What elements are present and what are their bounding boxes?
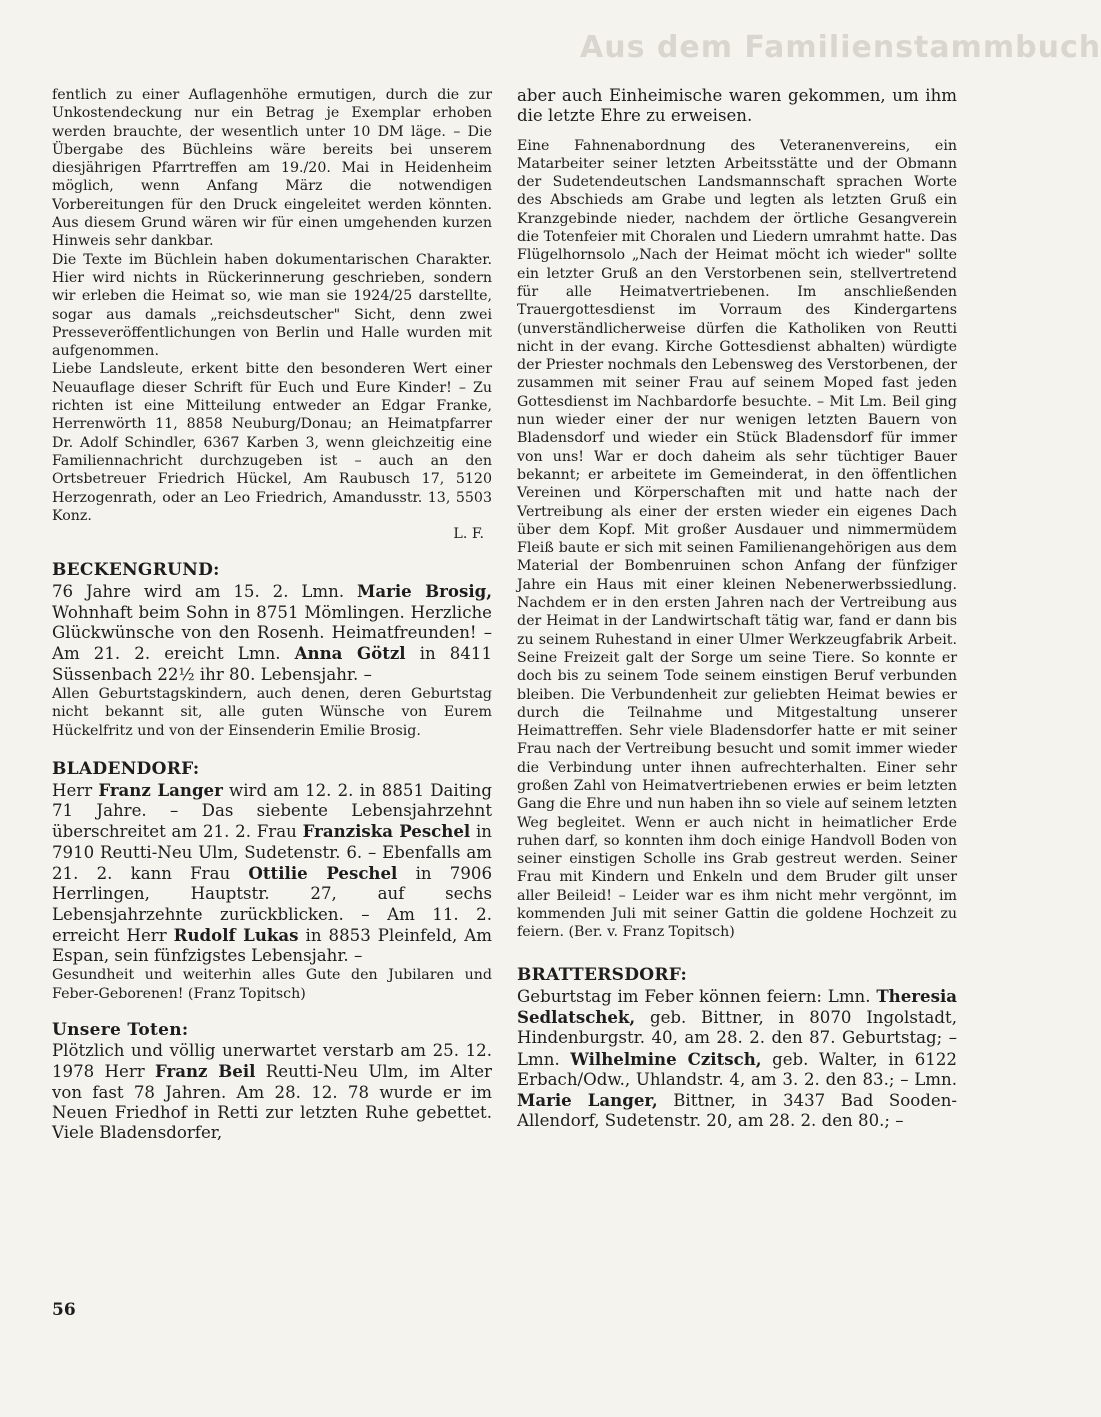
person-name: Franziska Peschel [302, 821, 471, 842]
intro-paragraph-3: Liebe Landsleute, erkent bitte den besonderen Wert einer Neuauflage dieser Schrift für Euch und Eure Kinder! – Zu richten ist eine Mitteilung entweder an Edgar Franke, Herrenwörth 11, 8858 Neuburg/Donau; an Heimatpfarrer Dr. Adolf Schindler, 6367 Karben 3, wenn gleichzeitig eine Familiennachricht durchzugeben ist – auch an den Ortsbetreuer Friedrich Hückel, Am Raubusch 17, 5120 Herzogenrath, oder an Leo Friedrich, Amandusstr. 13, 5503 Konz. [52, 361, 492, 524]
right-top-text: aber auch Einheimische waren gekommen, um ihm die letzte Ehre zu erweisen. [517, 86, 957, 126]
heading-unsere-toten: Unsere Toten: [52, 1020, 189, 1041]
heading-brattersdorf: BRATTERSDORF: [517, 964, 688, 985]
beckengrund-note: Allen Geburtstagskindern, auch denen, deren Geburtstag nicht bekannt sit, alle guten Wünsche von Eurem Hückelfritz und von der Einsenderin Emilie Brosig. [52, 685, 492, 739]
bladendorf-text: Herr Franz Langer wird am 12. 2. in 8851 Daiting 71 Jahre. – Das siebente Lebensjahrzehnt überschreitet am 21. 2. Frau Franziska Peschel in 7910 Reutti-Neu Ulm, Sudetenstr. 6. – Ebenfalls am 21. 2. kann Frau Ottilie Peschel in 7906 Herrlingen, Hauptstr. 27, auf sechs Lebensjahrzehnte zurückblicken. – Am 11. 2. erreicht Herr Rudolf Lukas in 8853 Pleinfeld, Am Espan, sein fünfzigstes Lebensjahr. – [52, 779, 493, 966]
person-name: Marie Brosig, [357, 581, 492, 602]
person-name: Marie Langer, [517, 1090, 658, 1111]
person-name: Franz Beil [154, 1061, 256, 1082]
person-name: Theresia Sedlatschek, [517, 985, 957, 1027]
toten-text: Plötzlich und völlig unerwartet verstarb am 25. 12. 1978 Herr Franz Beil Reutti-Neu Ulm, im Alter von fast 78 Jahren. Am 28. 12. 78 wurde er im Neuen Friedhof in Retti zur letzten Ruhe gebettet. Viele Bladensdorfer, [52, 1041, 492, 1143]
left-column [52, 86, 492, 1144]
heading-bladendorf: BLADENDORF: [52, 758, 200, 779]
brattersdorf-text: Geburtstag im Feber können feiern: Lmn. Theresia Sedlatschek, geb. Bittner, in 8070 Ingolstadt, Hindenburgstr. 40, am 28. 2. den 87. Geburtstag; – Lmn. Wilhelmine Czitsch, geb. Walter, in 6122 Erbach/Odw., Uhlandstr. 4, am 3. 2. den 83.; – Lmn. Marie Langer, Bittner, in 3437 Bad Sooden-Allendorf, Sudetenstr. 20, am 28. 2. den 80.; – [517, 985, 957, 1131]
intro-paragraph-1: fentlich zu einer Auflagenhöhe ermutigen, durch die zur Unkostendeckung nur ein Betrag je Exemplar erhoben werden brauchte, der wesentlich unter 10 DM läge. – Die Übergabe des Büchleins wäre bereits bei unserem diesjährigen Pfarrtreffen am 19./20. Mai in Heidenheim möglich, wenn Anfang März die notwendigen Vorbereitungen für den Druck eingeleitet werden könnten. Aus diesem Grund wären wir für einen umgehenden kurzen Hinweis sehr dankbar. [52, 87, 492, 250]
person-name: Franz Langer [98, 779, 223, 800]
beckengrund-text: 76 Jahre wird am 15. 2. Lmn. Marie Brosig, Wohnhaft beim Sohn in 8751 Mömlingen. Herzliche Glückwünsche von den Rosenh. Heimatfreunden! – Am 21. 2. ereicht Lmn. Anna Götzl in 8411 Süssenbach 22½ ihr 80. Lebensjahr. – [52, 581, 493, 684]
intro-signature: L. F. [453, 526, 484, 543]
right-column [517, 86, 957, 1132]
page-number: 56 [52, 1300, 76, 1320]
bladendorf-note: Gesundheit und weiterhin alles Gute den Jubilaren und Feber-Geborenen! (Franz Topitsch) [52, 967, 492, 1002]
person-name: Anna Götzl [294, 643, 406, 664]
person-name: Rudolf Lukas [173, 924, 299, 945]
bleed-through-header: Aus dem Familienstammbuch [580, 30, 1101, 65]
obituary-body: Eine Fahnenabordnung des Veteranenvereins, ein Matarbeiter seiner letzten Arbeitsstätte und der Obmann der Sudetendeutschen Landsmannschaft sprachen Worte des Abschieds am Grabe und legten als letzten Gruß ein Kranzgebinde nieder, nachdem der örtliche Gesangverein die Totenfeier mit Choralen und Liedern umrahmt hatte. Das Flügelhornsolo „Nach der Heimat möcht ich wieder" sollte ein letzter Gruß an den Verstorbenen sein, stellvertretend für alle Heimatvertriebenen. Im anschließenden Trauergottesdienst im Vorraum des Kindergartens (unverständlicherweise dürfen die Katholiken von Reutti nicht in der evang. Kirche Gottesdienst abhalten) würdigte der Priester nochmals den Lebensweg des Verstorbenen, der zusammen mit seiner Frau auf seinem Moped fast jeden Gottesdienst im Nachbardorfe besuchte. – Mit Lm. Beil ging nun wieder einer der nur wenigen letzten Bauern von Bladensdorf und wieder ein Stück Bladensdorf für immer von uns! War er doch daheim als sehr tüchtiger Bauer bekannt; er arbeitete im Gemeinderat, in den öffentlichen Vereinen und Körperschaften mit und hatte nach der Vertreibung als einer der ersten wieder ein eigenes Dach über dem Kopf. Mit großer Ausdauer und nimmermüdem Fleiß baute er sich mit seinen Familienangehörigen aus dem Material der Bombenruinen schon Anfang der fünfziger Jahre ein Haus mit einer kleinen Nebenerwerbssiedlung. Nachdem er in den ersten Jahren nach der Vertreibung aus der Heimat in der Landwirtschaft tätig war, fand er dann bis zu seinem Ruhestand in einer Ulmer Werkzeugfabrik Arbeit. Seine Freizeit galt der Sorge um seine Tiere. So konnte er doch bis zu seinem Tode seinem einstigen Beruf verbunden bleiben. Die Verbundenheit zur geliebten Heimat bewies er durch die Teilnahme und Mitgestaltung unserer Heimattreffen. Sehr viele Bladensdorfer hatte er mit seiner Frau nach der Vertreibung besucht und somit immer wieder die Verbindung unter ihnen aufrechterhalten. Einer sehr großen Zahl von Heimatvertriebenen erwies er beim letzten Gang die Ehre und nun haben ihn so viele auf seinem letzten Weg begleitet. Wenn er auch nicht in heimatlicher Erde ruhen darf, so konnten ihm doch einige Handvoll Boden von seiner einstigen Scholle ins Grab gestreut werden. Seiner Frau mit Kindern und Enkeln und dem Bruder gilt unser aller Beileid! – Leider war es ihm nicht mehr vergönnt, im kommenden Juli mit seiner Gattin die goldene Hochzeit zu feiern. (Ber. v. Franz Topitsch) [517, 137, 957, 941]
heading-beckengrund: BECKENGRUND: [52, 560, 220, 581]
person-name: Wilhelmine Czitsch, [570, 1048, 762, 1069]
intro-paragraph-2: Die Texte im Büchlein haben dokumentarischen Charakter. Hier wird nichts in Rückerinnerung geschrieben, sondern wir erleben die Heimat so, wie man sie 1924/25 darstellte, sogar aus damals „reichsdeutscher" Sicht, denn zwei Presseveröffentlichungen von Berlin und Halle wurden mit aufgenommen. [52, 251, 492, 360]
person-name: Ottilie Peschel [248, 862, 398, 883]
